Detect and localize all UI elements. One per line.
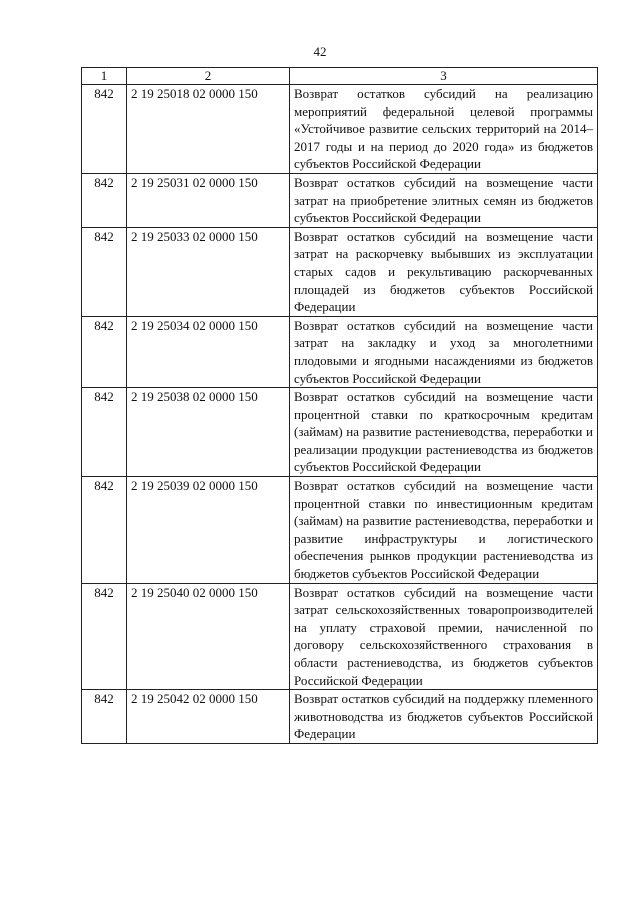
revenue-code-cell: 2 19 25039 02 0000 150	[127, 477, 290, 584]
admin-code-cell: 842	[82, 85, 127, 174]
table-row	[82, 690, 598, 744]
revenue-name-cell: Возврат остатков субсидий на поддержку племенного животноводства из бюджетов субъектов Российской Федерации	[290, 690, 598, 744]
revenue-code-cell: 2 19 25031 02 0000 150	[127, 173, 290, 227]
admin-code-cell: 842	[82, 583, 127, 690]
revenue-code-cell: 2 19 25034 02 0000 150	[127, 316, 290, 387]
admin-code-cell: 842	[82, 173, 127, 227]
budget-classification-table	[81, 67, 598, 744]
table-row	[82, 173, 598, 227]
revenue-name-cell: Возврат остатков субсидий на реализацию мероприятий федеральной целевой программы «Устойчивое развитие сельских территорий на 2014–2017 годы и на период до 2020 года» из бюджетов субъектов Российской Федерации	[290, 85, 598, 174]
table-header-row	[82, 68, 598, 85]
revenue-name-cell: Возврат остатков субсидий на возмещение части затрат на раскорчевку выбывших из эксплуатации старых садов и рекультивацию раскорчеванных площадей из бюджетов субъектов Российской Федерации	[290, 227, 598, 316]
revenue-code-cell: 2 19 25042 02 0000 150	[127, 690, 290, 744]
revenue-code-cell: 2 19 25038 02 0000 150	[127, 388, 290, 477]
revenue-code-cell: 2 19 25018 02 0000 150	[127, 85, 290, 174]
admin-code-cell: 842	[82, 388, 127, 477]
admin-code-cell: 842	[82, 316, 127, 387]
revenue-name-cell: Возврат остатков субсидий на возмещение части затрат на приобретение элитных семян из бюджетов субъектов Российской Федерации	[290, 173, 598, 227]
table-row	[82, 583, 598, 690]
revenue-code-cell: 2 19 25040 02 0000 150	[127, 583, 290, 690]
admin-code-cell: 842	[82, 477, 127, 584]
admin-code-cell: 842	[82, 227, 127, 316]
table-row	[82, 227, 598, 316]
revenue-name-cell: Возврат остатков субсидий на возмещение части процентной ставки по краткосрочным кредитам (займам) на развитие растениеводства, переработки и реализации продукции растениеводства из бюджетов субъектов Российской Федерации	[290, 388, 598, 477]
column-header-admin: 1	[82, 68, 127, 85]
table-row	[82, 316, 598, 387]
revenue-name-cell: Возврат остатков субсидий на возмещение части процентной ставки по инвестиционным кредитам (займам) на развитие растениеводства, переработки и развитие инфраструктуры и логистического обеспечения рынков продукции растениеводства из бюджетов субъектов Российской Федерации	[290, 477, 598, 584]
table-row	[82, 388, 598, 477]
revenue-name-cell: Возврат остатков субсидий на возмещение части затрат на закладку и уход за многолетними плодовыми и ягодными насаждениями из бюджетов субъектов Российской Федерации	[290, 316, 598, 387]
table-row	[82, 85, 598, 174]
table-row	[82, 477, 598, 584]
admin-code-cell: 842	[82, 690, 127, 744]
revenue-name-cell: Возврат остатков субсидий на возмещение части затрат сельскохозяйственных товаропроизводителей на уплату страховой премии, начисленной по договору сельскохозяйственного страхования в области растениеводства, из бюджетов субъектов Российской Федерации	[290, 583, 598, 690]
page-number: 42	[313, 44, 327, 59]
column-header-name: 3	[290, 68, 598, 85]
column-header-code: 2	[127, 68, 290, 85]
revenue-code-cell: 2 19 25033 02 0000 150	[127, 227, 290, 316]
